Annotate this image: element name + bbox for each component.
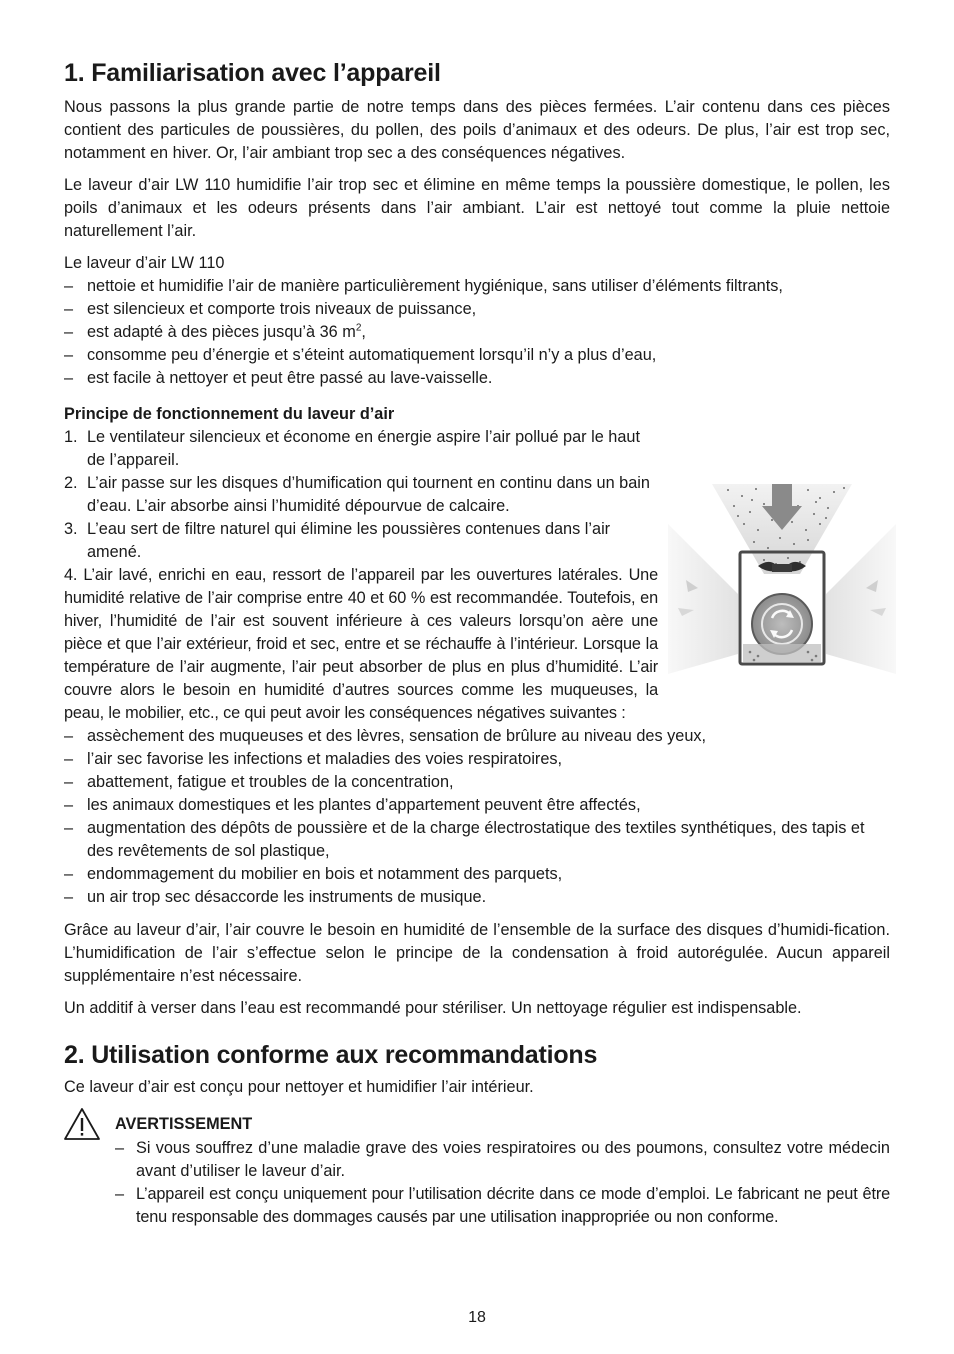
section-1-paragraph-1: Nous passons la plus grande partie de notre temps dans des pièces fermées. L’air contenu dans ces pièces contient des particules de poussières, du pollen, des poils d’animaux et des odeurs. De plus, l’air est trop sec, notamment en hiver. Or, l’air ambiant trop sec a des conséquences négatives. xyxy=(64,98,890,162)
superscript-2: 2 xyxy=(355,322,362,334)
feature-item: – est silencieux et comporte trois niveaux de puissance, xyxy=(64,298,890,321)
section-2-paragraph-1: Ce laveur d’air est conçu pour nettoyer et humidifier l’air intérieur. xyxy=(64,1078,534,1096)
section-1-paragraph-2: Le laveur d’air LW 110 humidifie l’air trop sec et élimine en même temps la poussière domestique, le pollen, les poils d’animaux et les odeurs présents dans l’air ambiant. L’air est nettoyé tout comme la pluie nettoie naturellement l’air. xyxy=(64,176,890,240)
step-4-paragraph: 4. L’air lavé, enrichi en eau, ressort de l’appareil par les ouvertures latérales. Une humidité relative de l’air comprise entre 40 et 60 % est recommandée. Toutefois, en hiver, l’humidité de l’air est souvent inférieure à ces valeurs lorsqu’on aère une pièce et que l’air extérieur, froid et sec, entre et se réchauffe à l’intérieur. Lorsque la température de l’air augmente, l’air peut absorber de plus en plus d’humidité. L’air couvre alors le besoin en humidité d’autres sources comme les muqueuses, la peau, le mobilier, etc., ce qui peut avoir les conséquences négatives suivantes : xyxy=(64,566,658,722)
section-2-title: 2. Utilisation conforme aux recommandations xyxy=(64,1041,598,1069)
feature-suffix: , xyxy=(361,323,366,341)
consequence-item: – les animaux domestiques et les plantes d’appartement peuvent être affectés, xyxy=(64,794,890,817)
principle-steps xyxy=(64,426,890,564)
features-intro: Le laveur d’air LW 110 xyxy=(64,254,225,272)
consequences-list xyxy=(64,725,890,909)
consequence-item: – l’air sec favorise les infections et maladies des voies respiratoires, xyxy=(64,748,890,771)
section-1-title: 1. Familiarisation avec l’appareil xyxy=(64,59,441,87)
consequence-item: – abattement, fatigue et troubles de la concentration, xyxy=(64,771,890,794)
feature-item xyxy=(64,321,890,344)
step-item: 2. L’air passe sur les disques d’humification qui tournent en continu dans un bain d’eau. L’air absorbe ainsi l’humidité dépourvue de calcaire. xyxy=(64,474,650,515)
features-list xyxy=(64,275,890,390)
feature-item: – nettoie et humidifie l’air de manière particulièrement hygiénique, sans utiliser d’éléments filtrants, xyxy=(64,275,890,298)
consequence-item: – endommagement du mobilier en bois et notamment des parquets, xyxy=(64,863,890,886)
warning-title: AVERTISSEMENT xyxy=(115,1115,253,1133)
warning-item: – L’appareil est conçu uniquement pour l’utilisation décrite dans ce mode d’emploi. Le fabricant ne peut être tenu responsable des dommages causés par une utilisation inappropriée ou non conforme. xyxy=(115,1183,890,1229)
warning-block xyxy=(64,1113,890,1229)
consequence-item: – un air trop sec désaccorde les instruments de musique. xyxy=(64,886,890,909)
consequence-item: – augmentation des dépôts de poussière et de la charge électrostatique des textiles synthétiques, des tapis et des revêtements de sol plastique, xyxy=(64,817,890,863)
feature-item: – consomme peu d’énergie et s’éteint automatiquement lorsqu’il n’y a plus d’eau, xyxy=(64,344,890,367)
warning-triangle-icon xyxy=(63,1107,101,1141)
document-page xyxy=(64,58,890,1229)
step-item: 1. Le ventilateur silencieux et économe en énergie aspire l’air pollué par le haut de l’appareil. xyxy=(64,428,640,469)
step-item: 3. L’eau sert de filtre naturel qui élimine les poussières contenues dans l’air amené. xyxy=(64,520,611,561)
feature-item: – est facile à nettoyer et peut être passé au lave-vaisselle. xyxy=(64,367,890,390)
page-number: 18 xyxy=(468,1309,486,1326)
warning-list xyxy=(115,1137,890,1229)
warning-item: – Si vous souffrez d’une maladie grave des voies respiratoires ou des poumons, consultez votre médecin avant d’utiliser le laveur d’air. xyxy=(115,1137,890,1183)
section-1-paragraph-3: Grâce au laveur d’air, l’air couvre le besoin en humidité de l’ensemble de la surface des disques d’humidi-fication. L’humidification de l’air s’effectue selon le principe de la condensation à froid autorégulée. Aucun appareil supplémentaire n’est nécessaire. xyxy=(64,921,890,985)
consequence-item: – assèchement des muqueuses et des lèvres, sensation de brûlure au niveau des yeux, xyxy=(64,725,890,748)
principle-heading: Principe de fonctionnement du laveur d’air xyxy=(64,405,395,423)
feature-text: est adapté à des pièces jusqu’à 36 m xyxy=(87,323,356,341)
section-1-paragraph-4: Un additif à verser dans l’eau est recommandé pour stériliser. Un nettoyage régulier est indispensable. xyxy=(64,999,802,1017)
